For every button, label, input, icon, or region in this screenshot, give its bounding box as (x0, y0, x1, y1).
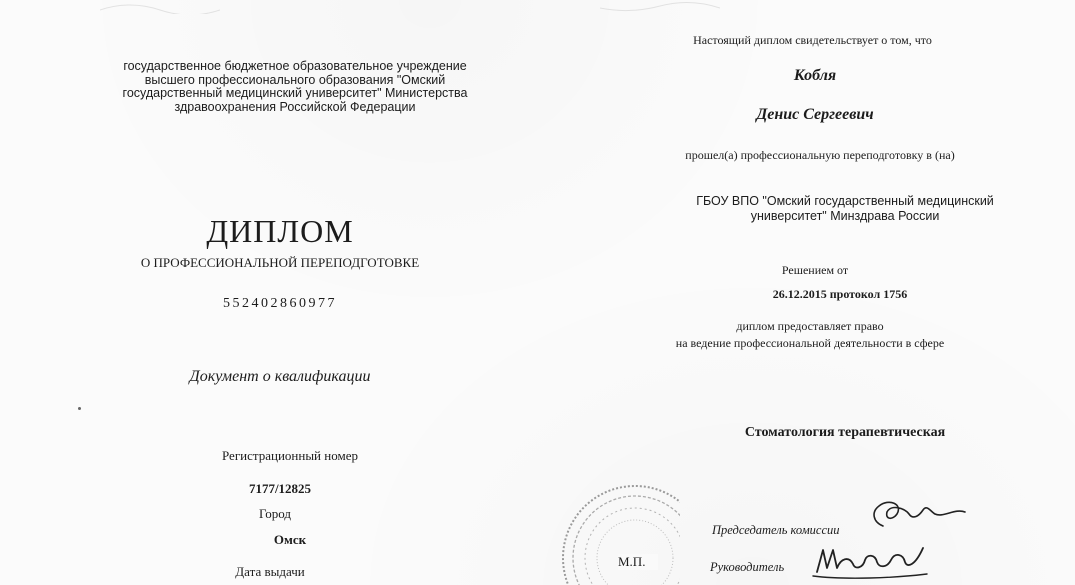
head-signature (805, 538, 935, 585)
rights-line-2: на ведение профессиональной деятельности в сфере (675, 336, 945, 350)
decision-date-protocol: 26.12.2015 протокол 1756 (772, 287, 908, 301)
registration-label: Регистрационный номер (222, 448, 358, 463)
chair-signature (865, 490, 975, 540)
graduate-surname: Кобля (793, 67, 837, 84)
training-organization (665, 194, 1025, 223)
diploma-title: ДИПЛОМ (206, 213, 354, 249)
rights-line-1: диплом предоставляет право (736, 319, 884, 333)
institution-line: государственное бюджетное образовательное учреждение (123, 59, 467, 73)
seal-mark-label: М.П. (618, 554, 658, 570)
registration-number: 7177/12825 (248, 481, 312, 496)
top-edge-ornament-left (100, 0, 220, 14)
paper-speck (78, 407, 81, 410)
institution-line: здравоохранения Российской Федерации (174, 99, 416, 114)
institution-line: государственный медицинский университет" Министерства (122, 86, 468, 100)
diploma-subtitle: О ПРОФЕССИОНАЛЬНОЙ ПЕРЕПОДГОТОВКЕ (140, 255, 420, 270)
institution-line: высшего профессионального образования "Омский (144, 72, 446, 87)
document-type: Документ о квалификации (189, 368, 371, 385)
organization-line: университет" Минздрава России (750, 208, 940, 223)
head-label: Руководитель (710, 560, 785, 574)
specialty-field: Стоматология терапевтическая (744, 425, 946, 440)
city-value: Омск (273, 532, 307, 547)
graduate-name: Денис Сергеевич (756, 106, 874, 123)
city-label: Город (258, 506, 292, 521)
retraining-statement: прошел(а) профессиональную переподготовку в (на) (685, 148, 955, 162)
diploma-number: 552402860977 (223, 296, 337, 311)
top-edge-ornament-right (600, 0, 720, 14)
decision-label: Решением от (781, 263, 849, 277)
institution-name (90, 60, 500, 114)
issue-date-label: Дата выдачи (235, 564, 305, 579)
certification-intro: Настоящий диплом свидетельствует о том, что (693, 33, 932, 47)
organization-line: ГБОУ ВПО "Омский государственный медицинский (696, 194, 994, 208)
commission-chair-label: Председатель комиссии (712, 523, 840, 537)
